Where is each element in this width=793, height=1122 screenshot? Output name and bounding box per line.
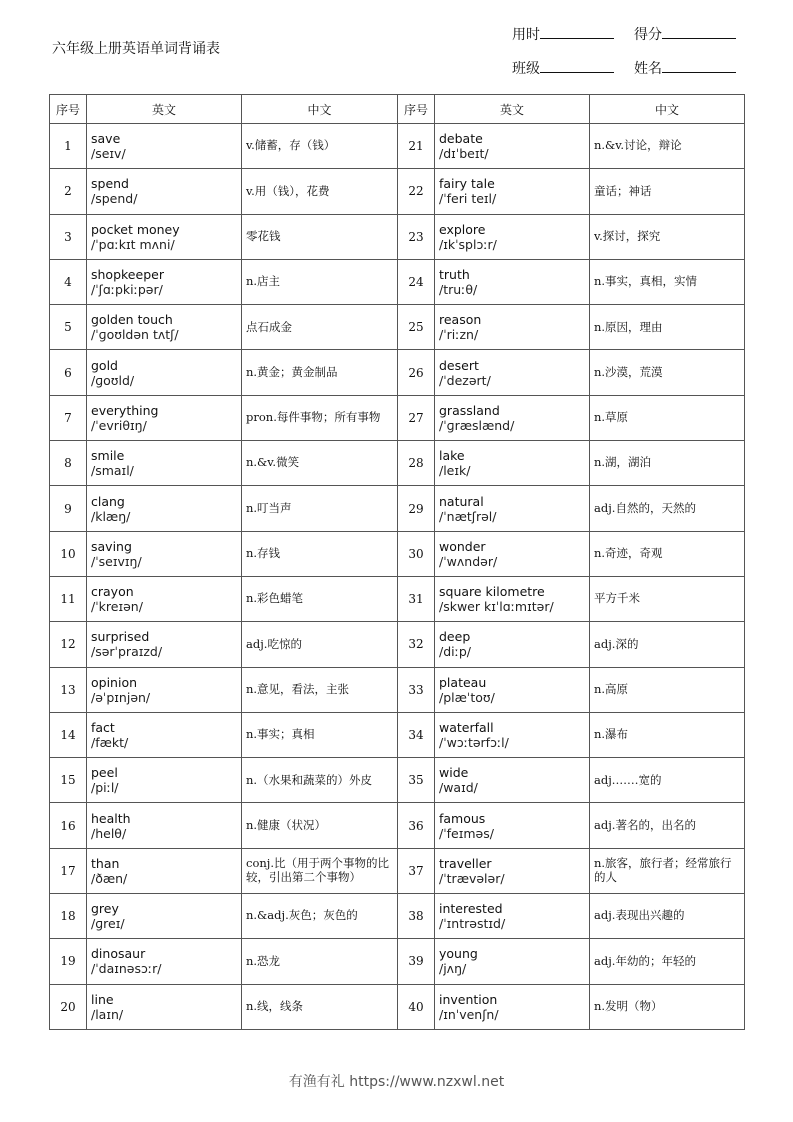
english-word: peel <box>91 765 118 781</box>
english-cell <box>435 531 590 576</box>
english-cell <box>87 576 242 621</box>
row-number: 17 <box>50 848 87 893</box>
row-number: 35 <box>398 758 435 803</box>
row-number: 6 <box>50 350 87 395</box>
phonetic: /truːθ/ <box>439 282 478 298</box>
table-row <box>50 712 745 757</box>
table-row <box>50 984 745 1029</box>
english-word: young <box>439 946 478 962</box>
phonetic: /ˈɡræslænd/ <box>439 417 515 433</box>
chinese-meaning: n.意见，看法，主张 <box>242 667 398 712</box>
chinese-meaning: n.存钱 <box>242 531 398 576</box>
phonetic: /ˈevriθɪŋ/ <box>91 417 147 433</box>
chinese-meaning: 平方千米 <box>590 576 745 621</box>
chinese-meaning: n.&adj.灰色；灰色的 <box>242 894 398 939</box>
chinese-meaning: n.瀑布 <box>590 712 745 757</box>
phonetic: /əˈpɪnjən/ <box>91 689 151 705</box>
row-number: 14 <box>50 712 87 757</box>
row-number: 1 <box>50 124 87 169</box>
chinese-meaning: n.草原 <box>590 395 745 440</box>
english-cell <box>87 169 242 214</box>
chinese-meaning: v.储蓄，存（钱） <box>242 124 398 169</box>
phonetic: /ɡoʊld/ <box>91 372 135 388</box>
table-row <box>50 667 745 712</box>
phonetic: /ˈnætʃrəl/ <box>439 508 497 524</box>
row-number: 7 <box>50 395 87 440</box>
table-row <box>50 305 745 350</box>
vocabulary-body <box>50 124 745 1030</box>
english-word: wonder <box>439 538 486 554</box>
english-cell <box>87 531 242 576</box>
phonetic: /ˈkreɪən/ <box>91 599 143 615</box>
row-number: 36 <box>398 803 435 848</box>
english-word: crayon <box>91 584 134 600</box>
english-cell <box>435 803 590 848</box>
english-cell <box>87 305 242 350</box>
chinese-meaning: n.&v.微笑 <box>242 441 398 486</box>
english-cell <box>87 441 242 486</box>
table-row <box>50 169 745 214</box>
english-cell <box>87 894 242 939</box>
time-blank <box>540 24 614 39</box>
row-number: 37 <box>398 848 435 893</box>
english-cell <box>87 214 242 259</box>
row-number: 40 <box>398 984 435 1029</box>
chinese-meaning: n.事实；真相 <box>242 712 398 757</box>
row-number: 5 <box>50 305 87 350</box>
row-number: 10 <box>50 531 87 576</box>
col-header-eng-2: 英文 <box>435 95 590 124</box>
english-word: smile <box>91 448 125 464</box>
english-cell <box>87 124 242 169</box>
chinese-meaning: 童话；神话 <box>590 169 745 214</box>
phonetic: /smaɪl/ <box>91 463 134 479</box>
chinese-meaning: n.沙漠，荒漠 <box>590 350 745 395</box>
english-word: lake <box>439 448 465 464</box>
english-word: saving <box>91 538 132 554</box>
phonetic: /ˈfeɪməs/ <box>439 825 494 841</box>
row-number: 31 <box>398 576 435 621</box>
name-blank <box>662 58 736 73</box>
row-number: 8 <box>50 441 87 486</box>
class-blank <box>540 58 614 73</box>
phonetic: /ˈtrævələr/ <box>439 870 505 886</box>
english-word: everything <box>91 402 159 418</box>
chinese-meaning: n.（水果和蔬菜的）外皮 <box>242 758 398 803</box>
english-word: fact <box>91 720 115 735</box>
row-number: 4 <box>50 259 87 304</box>
chinese-meaning: n.&v.讨论，辩论 <box>590 124 745 169</box>
chinese-meaning: 零花钱 <box>242 214 398 259</box>
english-word: traveller <box>439 855 492 871</box>
chinese-meaning: conj.比（用于两个事物的比较，引出第二个事物） <box>242 848 398 893</box>
english-cell <box>435 350 590 395</box>
english-cell <box>435 939 590 984</box>
english-cell <box>435 305 590 350</box>
english-cell <box>435 214 590 259</box>
time-label: 用时 <box>512 27 540 43</box>
english-cell <box>87 259 242 304</box>
phonetic: /ðæn/ <box>91 870 128 886</box>
row-number: 25 <box>398 305 435 350</box>
meta-row-time-score <box>512 24 736 44</box>
row-number: 9 <box>50 486 87 531</box>
english-word: wide <box>439 765 469 781</box>
english-cell <box>435 894 590 939</box>
phonetic: /ˈɪntrəstɪd/ <box>439 916 506 932</box>
english-word: desert <box>439 357 479 373</box>
phonetic: /skwer kɪˈlɑːmɪtər/ <box>439 599 554 615</box>
english-word: save <box>91 131 121 147</box>
score-blank <box>662 24 736 39</box>
chinese-meaning: n.叮当声 <box>242 486 398 531</box>
row-number: 3 <box>50 214 87 259</box>
col-header-zh: 中文 <box>242 95 398 124</box>
footer-watermark: 有渔有礼 https://www.nzxwl.net <box>288 1074 505 1090</box>
english-cell <box>435 124 590 169</box>
row-number: 30 <box>398 531 435 576</box>
row-number: 16 <box>50 803 87 848</box>
phonetic: /ˈwʌndər/ <box>439 553 498 569</box>
english-word: grey <box>91 901 119 917</box>
english-cell <box>87 803 242 848</box>
phonetic: /sərˈpraɪzd/ <box>91 644 163 660</box>
english-word: golden touch <box>91 312 173 328</box>
row-number: 13 <box>50 667 87 712</box>
chinese-meaning: pron.每件事物；所有事物 <box>242 395 398 440</box>
row-number: 12 <box>50 622 87 667</box>
table-row <box>50 894 745 939</box>
chinese-meaning: n.健康（状况） <box>242 803 398 848</box>
phonetic: /ˈɡoʊldən tʌtʃ/ <box>91 327 179 343</box>
row-number: 28 <box>398 441 435 486</box>
table-row <box>50 214 745 259</box>
row-number: 21 <box>398 124 435 169</box>
col-header-num: 序号 <box>50 95 87 124</box>
row-number: 23 <box>398 214 435 259</box>
english-word: grassland <box>439 402 500 418</box>
phonetic: /dɪˈbeɪt/ <box>439 146 489 162</box>
table-row <box>50 939 745 984</box>
chinese-meaning: adj.……宽的 <box>590 758 745 803</box>
english-cell <box>87 486 242 531</box>
table-row <box>50 758 745 803</box>
english-word: waterfall <box>439 720 494 735</box>
row-number: 39 <box>398 939 435 984</box>
phonetic: /waɪd/ <box>439 780 478 796</box>
phonetic: /ɪkˈsplɔːr/ <box>439 236 497 252</box>
english-word: line <box>91 991 114 1007</box>
phonetic: /ɪnˈvenʃn/ <box>439 1006 499 1022</box>
english-cell <box>87 984 242 1029</box>
english-word: surprised <box>91 629 150 645</box>
chinese-meaning: v.探讨，探究 <box>590 214 745 259</box>
chinese-meaning: adj.年幼的；年轻的 <box>590 939 745 984</box>
english-cell <box>87 395 242 440</box>
row-number: 19 <box>50 939 87 984</box>
phonetic: /laɪn/ <box>91 1006 124 1022</box>
chinese-meaning: n.奇迹，奇观 <box>590 531 745 576</box>
english-cell <box>435 622 590 667</box>
class-label: 班级 <box>512 61 540 77</box>
english-cell <box>435 984 590 1029</box>
phonetic: /ɡreɪ/ <box>91 916 125 932</box>
table-row <box>50 803 745 848</box>
english-cell <box>435 712 590 757</box>
english-word: interested <box>439 901 503 917</box>
english-cell <box>435 848 590 893</box>
row-number: 24 <box>398 259 435 304</box>
row-number: 38 <box>398 894 435 939</box>
english-word: spend <box>91 176 129 192</box>
table-row <box>50 848 745 893</box>
english-word: pocket money <box>91 221 180 237</box>
row-number: 33 <box>398 667 435 712</box>
row-number: 11 <box>50 576 87 621</box>
phonetic: /spend/ <box>91 191 138 207</box>
english-cell <box>87 758 242 803</box>
phonetic: /helθ/ <box>91 825 127 841</box>
chinese-meaning: n.湖，湖泊 <box>590 441 745 486</box>
score-label: 得分 <box>634 27 662 43</box>
english-cell <box>435 441 590 486</box>
chinese-meaning: n.彩色蜡笔 <box>242 576 398 621</box>
row-number: 29 <box>398 486 435 531</box>
english-word: plateau <box>439 674 487 690</box>
chinese-meaning: n.黄金；黄金制品 <box>242 350 398 395</box>
chinese-meaning: adj.深的 <box>590 622 745 667</box>
english-word: square kilometre <box>439 584 545 600</box>
chinese-meaning: adj.自然的，天然的 <box>590 486 745 531</box>
chinese-meaning: n.恐龙 <box>242 939 398 984</box>
english-cell <box>87 712 242 757</box>
table-row <box>50 441 745 486</box>
english-word: truth <box>439 267 470 283</box>
english-word: reason <box>439 312 482 328</box>
chinese-meaning: n.事实，真相，实情 <box>590 259 745 304</box>
chinese-meaning: adj.著名的，出名的 <box>590 803 745 848</box>
phonetic: /leɪk/ <box>439 463 471 479</box>
english-word: health <box>91 810 131 826</box>
english-word: gold <box>91 357 118 373</box>
english-word: clang <box>91 493 125 509</box>
chinese-meaning: 点石成金 <box>242 305 398 350</box>
english-cell <box>87 667 242 712</box>
table-row <box>50 531 745 576</box>
phonetic: /ˈwɔːtərfɔːl/ <box>439 735 509 750</box>
chinese-meaning: n.线，线条 <box>242 984 398 1029</box>
row-number: 15 <box>50 758 87 803</box>
english-word: opinion <box>91 674 138 690</box>
chinese-meaning: adj.表现出兴趣的 <box>590 894 745 939</box>
chinese-meaning: adj.吃惊的 <box>242 622 398 667</box>
english-word: than <box>91 855 120 871</box>
english-word: famous <box>439 810 486 826</box>
table-header-row <box>50 95 745 124</box>
english-word: shopkeeper <box>91 267 164 283</box>
english-cell <box>435 576 590 621</box>
table-row <box>50 486 745 531</box>
row-number: 18 <box>50 894 87 939</box>
chinese-meaning: n.旅客，旅行者；经常旅行的人 <box>590 848 745 893</box>
vocabulary-table <box>49 94 745 1030</box>
english-word: dinosaur <box>91 946 146 962</box>
name-label: 姓名 <box>634 61 662 77</box>
english-cell <box>87 939 242 984</box>
phonetic: /ˈferi teɪl/ <box>439 191 497 207</box>
row-number: 2 <box>50 169 87 214</box>
english-cell <box>87 622 242 667</box>
phonetic: /ˈseɪvɪŋ/ <box>91 553 142 569</box>
meta-row-class-name <box>512 58 736 78</box>
english-word: debate <box>439 131 483 147</box>
english-cell <box>87 350 242 395</box>
row-number: 20 <box>50 984 87 1029</box>
table-row <box>50 395 745 440</box>
worksheet-title: 六年级上册英语单词背诵表 <box>52 41 220 57</box>
table-row <box>50 576 745 621</box>
english-word: natural <box>439 493 484 509</box>
phonetic: /jʌŋ/ <box>439 961 467 977</box>
row-number: 32 <box>398 622 435 667</box>
phonetic: /fækt/ <box>91 735 129 750</box>
col-header-eng: 英文 <box>87 95 242 124</box>
english-word: fairy tale <box>439 176 495 192</box>
phonetic: /plæˈtoʊ/ <box>439 689 495 705</box>
english-cell <box>435 259 590 304</box>
phonetic: /seɪv/ <box>91 146 126 162</box>
table-row <box>50 124 745 169</box>
english-cell <box>435 395 590 440</box>
phonetic: /klæŋ/ <box>91 508 131 524</box>
row-number: 22 <box>398 169 435 214</box>
row-number: 34 <box>398 712 435 757</box>
phonetic: /ˈdezərt/ <box>439 372 491 388</box>
phonetic: /ˈʃɑːpkiːpər/ <box>91 282 163 298</box>
phonetic: /ˈpɑːkɪt mʌni/ <box>91 236 175 252</box>
col-header-zh-2: 中文 <box>590 95 745 124</box>
english-word: invention <box>439 991 498 1007</box>
phonetic: /ˈriːzn/ <box>439 327 479 343</box>
english-cell <box>435 667 590 712</box>
english-word: explore <box>439 221 486 237</box>
english-cell <box>435 486 590 531</box>
chinese-meaning: n.店主 <box>242 259 398 304</box>
phonetic: /ˈdaɪnəsɔːr/ <box>91 961 162 977</box>
table-row <box>50 350 745 395</box>
row-number: 26 <box>398 350 435 395</box>
row-number: 27 <box>398 395 435 440</box>
chinese-meaning: v.用（钱），花费 <box>242 169 398 214</box>
chinese-meaning: n.高原 <box>590 667 745 712</box>
phonetic: /diːp/ <box>439 644 471 660</box>
english-cell <box>87 848 242 893</box>
english-cell <box>435 169 590 214</box>
english-word: deep <box>439 629 471 645</box>
table-row <box>50 622 745 667</box>
chinese-meaning: n.原因，理由 <box>590 305 745 350</box>
col-header-num-2: 序号 <box>398 95 435 124</box>
table-row <box>50 259 745 304</box>
english-cell <box>435 758 590 803</box>
chinese-meaning: n.发明（物） <box>590 984 745 1029</box>
phonetic: /piːl/ <box>91 780 119 796</box>
